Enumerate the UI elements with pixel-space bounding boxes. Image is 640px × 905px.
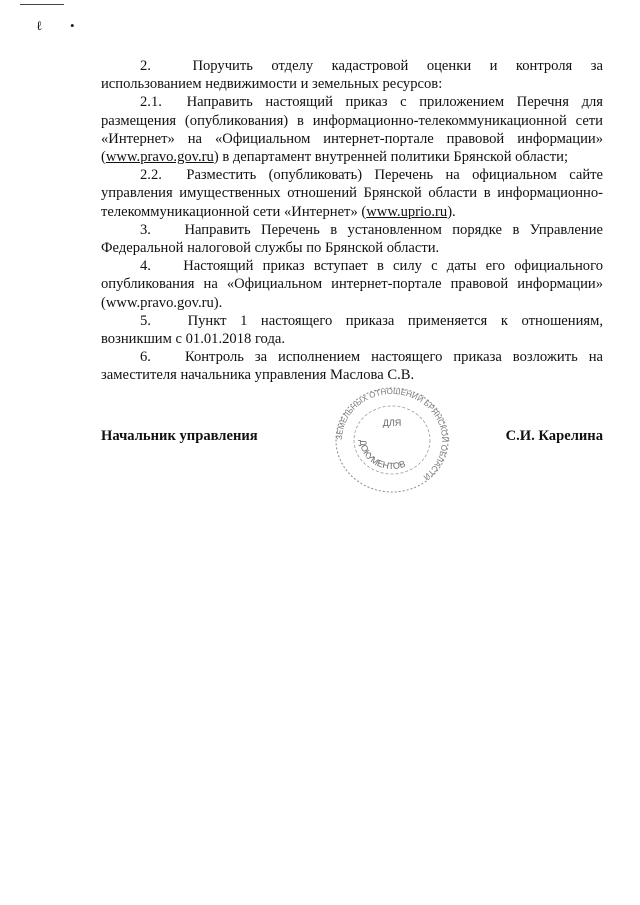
signatory-name: С.И. Карелина (505, 428, 603, 444)
official-stamp (322, 380, 462, 500)
paragraph-text: Настоящий приказ вступает в силу с даты его официального опубликования на «Официальном интернет-портале правовой информации» (www.pravo.gov.ru). (101, 258, 604, 311)
paragraph-5 (101, 312, 603, 348)
handwritten-mark: ℓ (36, 18, 43, 33)
stamp-outer-text: ЗЕМЕЛЬНЫХ ОТНОШЕНИЙ БРЯНСКОЙ ОБЛАСТИ (334, 386, 450, 482)
paragraph-number: 6. (140, 349, 151, 366)
paragraph-text: Пункт 1 настоящего приказа применяется к отношениям, возникшим с 01.01.2018 года. (101, 312, 603, 348)
paragraph-number: 2. (140, 58, 151, 74)
paragraph-text: Поручить отделу кадастровой оценки и контроля за использованием недвижимости и земельных ресурсов: (101, 58, 603, 93)
paragraph-number: 4. (140, 258, 151, 275)
paragraph-2-2 (101, 166, 603, 221)
paragraph-number: 3. (140, 221, 151, 238)
signatory-position: Начальник управления (101, 428, 258, 444)
document-body (101, 57, 603, 385)
paragraph-text-end: ). (447, 203, 456, 220)
paragraph-text: Направить настоящий приказ с приложением Перечня для размещения (опубликования) в информационно-телекоммуникационной сети «Интернет» на «Официальном интернет-портале правовой информации» ( (101, 94, 603, 166)
uprio-link[interactable]: www.uprio.ru (366, 203, 448, 220)
paragraph-text-end: ) в департамент внутренней политики Брянской области; (213, 149, 568, 166)
stamp-center-text: ДЛЯ (382, 418, 402, 428)
pravo-link[interactable]: www.pravo.gov.ru (105, 149, 214, 166)
stamp-inner-text: ДОКУМЕНТОВ (357, 439, 407, 472)
top-rule (20, 4, 64, 5)
paragraph-text: Направить Перечень в установленном порядке в Управление Федеральной налоговой службы по Брянской области. (101, 221, 603, 257)
svg-text:ДОКУМЕНТОВ (358, 439, 407, 471)
paragraph-text: Разместить (опубликовать) Перечень на официальном сайте управления имущественных отношений Брянской области в информационно-телекоммуникационной сети «Интернет» ( (101, 167, 603, 220)
dot-mark: • (70, 18, 75, 33)
paragraph-number: 5. (140, 312, 151, 329)
paragraph-number: 2.1. (140, 94, 162, 111)
paragraph-4 (101, 257, 603, 312)
paragraph-number: 2.2. (140, 167, 162, 184)
paragraph-text: Контроль за исполнением настоящего приказа возложить на заместителя начальника управления Маслова С.В. (101, 349, 603, 384)
paragraph-2 (101, 57, 603, 93)
paragraph-2-1 (101, 93, 603, 166)
paragraph-3 (101, 221, 603, 257)
